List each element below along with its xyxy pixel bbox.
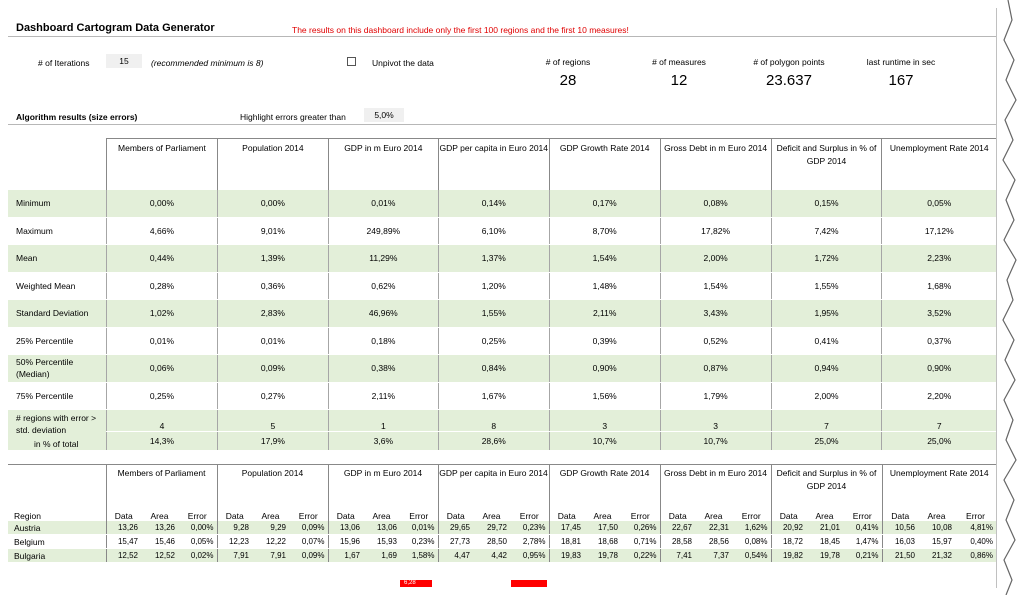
detail-measure-header: Population 2014 — [217, 465, 328, 508]
stat-cell: 0,09% — [217, 355, 328, 383]
warning-message: The results on this dashboard include only the first 100 regions and the first 10 measures! — [292, 25, 629, 35]
stat-cell: 0,36% — [217, 272, 328, 300]
data-cell: 1,67 — [328, 549, 363, 563]
stat-cell: 1,55% — [771, 272, 882, 300]
error-cell: 0,02% — [178, 549, 217, 563]
data-cell: 16,03 — [882, 535, 918, 549]
data-subheader: Data — [882, 507, 918, 521]
data-cell: 29,65 — [438, 521, 473, 535]
error-pct-cell: 10,7% — [660, 432, 771, 451]
stat-label: Standard Deviation — [8, 300, 107, 328]
stat-cell: 0,01% — [328, 190, 438, 217]
kpi-runtime-label: last runtime in sec — [866, 57, 936, 67]
area-cell: 10,08 — [918, 521, 955, 535]
area-cell: 18,68 — [584, 535, 621, 549]
area-cell: 4,42 — [473, 549, 510, 563]
error-pct-cell: 17,9% — [217, 432, 328, 451]
area-cell: 19,78 — [584, 549, 621, 563]
error-cell: 0,09% — [289, 549, 328, 563]
stat-cell: 1,79% — [660, 382, 771, 410]
data-subheader: Data — [217, 507, 252, 521]
error-subheader: Error — [298, 511, 318, 521]
error-count-cell: 1 — [328, 410, 438, 432]
iterations-label: # of Iterations — [38, 58, 90, 68]
error-cell: 0,09% — [289, 521, 328, 535]
error-cell: 0,21% — [843, 549, 882, 563]
stat-cell: 0,87% — [660, 355, 771, 383]
measure-header: GDP in m Euro 2014 — [328, 139, 438, 191]
iterations-input[interactable]: 15 — [106, 54, 142, 68]
area-cell: 18,45 — [806, 535, 843, 549]
error-pct-label: in % of total — [34, 439, 79, 449]
stat-cell: 2,11% — [549, 300, 660, 328]
area-cell: 22,31 — [695, 521, 732, 535]
stat-cell: 2,00% — [660, 245, 771, 273]
area-cell: 15,93 — [363, 535, 400, 549]
data-cell: 19,82 — [771, 549, 806, 563]
table-row — [8, 549, 996, 563]
stat-cell: 0,00% — [107, 190, 218, 217]
data-subheader: Data — [660, 507, 695, 521]
detail-measure-header: Unemployment Rate 2014 — [882, 465, 996, 508]
error-cell: 4,81% — [955, 521, 996, 535]
area-cell: 21,01 — [806, 521, 843, 535]
stat-cell: 0,00% — [217, 190, 328, 217]
area-subheader: Area — [927, 511, 946, 521]
stat-label: Minimum — [8, 190, 107, 217]
stat-cell: 1,54% — [660, 272, 771, 300]
stat-cell: 3,43% — [660, 300, 771, 328]
highlight-label: Highlight errors greater than — [240, 112, 346, 122]
stat-cell: 0,28% — [107, 272, 218, 300]
stat-cell: 1,56% — [549, 382, 660, 410]
stat-cell: 0,15% — [771, 190, 882, 217]
stat-cell: 11,29% — [328, 245, 438, 273]
area-cell: 12,52 — [141, 549, 178, 563]
kpi-runtime-value: 167 — [888, 72, 914, 89]
region-detail-table — [8, 464, 996, 563]
data-cell: 19,83 — [549, 549, 584, 563]
area-cell: 29,72 — [473, 521, 510, 535]
stat-label: Mean — [8, 245, 107, 273]
stat-cell: 1,72% — [771, 245, 882, 273]
stat-cell: 0,90% — [882, 355, 996, 383]
stat-cell: 1,67% — [438, 382, 549, 410]
error-pct-cell: 14,3% — [107, 432, 218, 451]
error-highlight — [511, 580, 547, 587]
stat-cell: 0,27% — [217, 382, 328, 410]
stat-cell: 0,25% — [107, 382, 218, 410]
error-subheader: Error — [852, 511, 872, 521]
stat-cell: 0,44% — [107, 245, 218, 273]
stat-cell: 0,01% — [217, 327, 328, 355]
error-subheader: Error — [966, 511, 985, 521]
stat-cell: 0,18% — [328, 327, 438, 355]
error-pct-cell: 25,0% — [882, 432, 996, 451]
kpi-polygon-value: 23.637 — [766, 72, 812, 89]
measure-header: GDP per capita in Euro 2014 — [438, 139, 549, 191]
area-cell: 12,22 — [252, 535, 289, 549]
area-cell: 7,37 — [695, 549, 732, 563]
stat-row-minimum — [8, 190, 996, 217]
error-pct-row — [8, 432, 996, 451]
data-cell: 12,23 — [217, 535, 252, 549]
data-cell: 28,58 — [660, 535, 695, 549]
stat-cell: 0,14% — [438, 190, 549, 217]
kpi-regions-value: 28 — [559, 72, 577, 89]
table-row — [8, 535, 996, 549]
data-cell: 13,26 — [106, 521, 141, 535]
error-subheader: Error — [630, 511, 650, 521]
data-subheader: Data — [549, 507, 584, 521]
error-subheader: Error — [409, 511, 429, 521]
error-cell: 0,23% — [400, 535, 438, 549]
data-subheader: Data — [771, 507, 806, 521]
stat-cell: 0,39% — [549, 327, 660, 355]
error-count-text: # regions with error > std. deviation — [16, 413, 97, 435]
region-name: Belgium — [8, 535, 106, 549]
error-subheader: Error — [187, 511, 207, 521]
error-cell: 0,05% — [178, 535, 217, 549]
error-cell: 0,40% — [955, 535, 996, 549]
data-cell: 22,67 — [660, 521, 695, 535]
region-name: Austria — [8, 521, 106, 535]
error-cell: 0,71% — [621, 535, 660, 549]
stat-cell: 1,02% — [107, 300, 218, 328]
stat-row-p25 — [8, 327, 996, 355]
measure-header: Members of Parliament — [107, 139, 218, 191]
stat-label: 75% Percentile — [8, 382, 107, 410]
stat-cell: 0,37% — [882, 327, 996, 355]
stat-cell: 0,05% — [882, 190, 996, 217]
detail-subheader-row — [8, 507, 996, 521]
stat-cell: 2,00% — [771, 382, 882, 410]
error-count-cell: 8 — [438, 410, 549, 432]
error-pct-cell: 25,0% — [771, 432, 882, 451]
stat-cell: 2,23% — [882, 245, 996, 273]
stat-cell: 1,54% — [549, 245, 660, 273]
error-cell: 0,07% — [289, 535, 328, 549]
detail-measure-header: GDP in m Euro 2014 — [328, 465, 438, 508]
data-subheader: Data — [328, 507, 363, 521]
data-cell: 15,96 — [328, 535, 363, 549]
error-count-cell: 5 — [217, 410, 328, 432]
kpi-regions-label: # of regions — [545, 57, 591, 67]
page-title: Dashboard Cartogram Data Generator — [16, 22, 215, 34]
measure-header: GDP Growth Rate 2014 — [549, 139, 660, 191]
measure-header: Population 2014 — [217, 139, 328, 191]
error-cell: 0,54% — [732, 549, 771, 563]
stat-cell: 1,95% — [771, 300, 882, 328]
iterations-hint: (recommended minimum is 8) — [151, 58, 264, 68]
error-cell: 0,23% — [510, 521, 549, 535]
data-cell: 7,41 — [660, 549, 695, 563]
stat-cell: 0,17% — [549, 190, 660, 217]
stat-cell: 17,12% — [882, 217, 996, 245]
area-cell: 13,06 — [363, 521, 400, 535]
error-pct-cell: 3,6% — [328, 432, 438, 451]
stat-row-p75 — [8, 382, 996, 410]
area-subheader: Area — [593, 511, 612, 521]
unpivot-label: Unpivot the data — [372, 58, 434, 68]
area-subheader: Area — [261, 511, 280, 521]
detail-measure-header: GDP per capita in Euro 2014 — [438, 465, 549, 508]
stat-cell: 6,10% — [438, 217, 549, 245]
detail-measure-header: Deficit and Surplus in % of GDP 2014 — [771, 465, 882, 508]
data-cell: 4,47 — [438, 549, 473, 563]
data-cell: 7,91 — [217, 549, 252, 563]
stat-cell: 249,89% — [328, 217, 438, 245]
torn-edge — [994, 0, 1024, 595]
stat-cell: 0,08% — [660, 190, 771, 217]
data-cell: 18,81 — [549, 535, 584, 549]
area-cell: 9,29 — [252, 521, 289, 535]
stat-cell: 46,96% — [328, 300, 438, 328]
stat-cell: 1,68% — [882, 272, 996, 300]
area-cell: 17,50 — [584, 521, 621, 535]
stat-row-std-dev — [8, 300, 996, 328]
stat-cell: 2,20% — [882, 382, 996, 410]
measure-header: Gross Debt in m Euro 2014 — [660, 139, 771, 191]
stat-cell: 0,94% — [771, 355, 882, 383]
data-subheader: Data — [106, 507, 141, 521]
stat-cell: 1,20% — [438, 272, 549, 300]
error-pct-cell: 10,7% — [549, 432, 660, 451]
area-subheader: Area — [150, 511, 169, 521]
error-count-label — [8, 410, 107, 451]
kpi-measures-label: # of measures — [652, 57, 706, 67]
stat-cell: 1,55% — [438, 300, 549, 328]
stat-cell: 1,39% — [217, 245, 328, 273]
stat-cell: 0,25% — [438, 327, 549, 355]
measure-header: Unemployment Rate 2014 — [882, 139, 996, 191]
stat-cell: 1,48% — [549, 272, 660, 300]
data-cell: 15,47 — [106, 535, 141, 549]
error-pct-cell: 28,6% — [438, 432, 549, 451]
stat-cell: 0,38% — [328, 355, 438, 383]
stat-cell: 9,01% — [217, 217, 328, 245]
error-count-row — [8, 410, 996, 432]
stat-label: Weighted Mean — [8, 272, 107, 300]
data-cell: 9,28 — [217, 521, 252, 535]
data-cell: 17,45 — [549, 521, 584, 535]
detail-corner — [8, 465, 106, 508]
error-count-cell: 4 — [107, 410, 218, 432]
area-subheader: Area — [372, 511, 391, 521]
error-cell: 0,86% — [955, 549, 996, 563]
section-title: Algorithm results (size errors) — [16, 112, 138, 122]
stat-label: 25% Percentile — [8, 327, 107, 355]
area-cell: 13,26 — [141, 521, 178, 535]
detail-measure-header: Gross Debt in m Euro 2014 — [660, 465, 771, 508]
detail-measure-header: GDP Growth Rate 2014 — [549, 465, 660, 508]
error-highlight — [400, 580, 432, 587]
measure-header: Deficit and Surplus in % of GDP 2014 — [771, 139, 882, 191]
area-cell: 15,97 — [918, 535, 955, 549]
area-subheader: Area — [482, 511, 501, 521]
error-cell: 0,08% — [732, 535, 771, 549]
detail-body — [8, 521, 996, 563]
stat-cell: 3,52% — [882, 300, 996, 328]
area-cell: 28,50 — [473, 535, 510, 549]
highlight-threshold-input[interactable]: 5,0% — [364, 108, 404, 122]
area-cell: 19,78 — [806, 549, 843, 563]
area-subheader: Area — [815, 511, 834, 521]
stat-cell: 0,41% — [771, 327, 882, 355]
summary-table — [8, 138, 996, 451]
error-cell: 2,78% — [510, 535, 549, 549]
stat-label: 50% Percentile (Median) — [8, 355, 107, 383]
stat-row-maximum — [8, 217, 996, 245]
error-cell: 1,62% — [732, 521, 771, 535]
error-cell: 0,01% — [400, 521, 438, 535]
area-subheader: Area — [704, 511, 723, 521]
stat-cell: 0,52% — [660, 327, 771, 355]
unpivot-checkbox[interactable] — [347, 57, 356, 66]
stat-cell: 17,82% — [660, 217, 771, 245]
worksheet — [8, 8, 997, 588]
error-cell: 0,22% — [621, 549, 660, 563]
stat-cell: 0,06% — [107, 355, 218, 383]
data-cell: 12,52 — [106, 549, 141, 563]
area-cell: 1,69 — [363, 549, 400, 563]
area-cell: 15,46 — [141, 535, 178, 549]
area-cell: 21,32 — [918, 549, 955, 563]
stat-label: Maximum — [8, 217, 107, 245]
section-divider — [8, 124, 996, 125]
region-column-header: Region — [14, 511, 41, 521]
data-cell: 20,92 — [771, 521, 806, 535]
data-cell: 10,56 — [882, 521, 918, 535]
stat-cell: 2,11% — [328, 382, 438, 410]
error-subheader: Error — [519, 511, 539, 521]
error-subheader: Error — [741, 511, 761, 521]
data-cell: 27,73 — [438, 535, 473, 549]
detail-measure-header: Members of Parliament — [106, 465, 217, 508]
region-name: Bulgaria — [8, 549, 106, 563]
stat-cell: 0,84% — [438, 355, 549, 383]
stat-row-weighted-mean — [8, 272, 996, 300]
area-cell: 7,91 — [252, 549, 289, 563]
data-cell: 13,06 — [328, 521, 363, 535]
error-cell: 0,41% — [843, 521, 882, 535]
error-cell: 0,26% — [621, 521, 660, 535]
stat-cell: 8,70% — [549, 217, 660, 245]
error-count-cell: 7 — [882, 410, 996, 432]
partial-error-value: 6,28 — [404, 580, 416, 586]
error-cell: 0,00% — [178, 521, 217, 535]
stat-cell: 4,66% — [107, 217, 218, 245]
title-bar — [8, 8, 996, 37]
error-count-cell: 7 — [771, 410, 882, 432]
stat-cell: 2,83% — [217, 300, 328, 328]
stat-row-mean — [8, 245, 996, 273]
stat-cell: 0,90% — [549, 355, 660, 383]
error-cell: 1,47% — [843, 535, 882, 549]
stat-cell: 0,62% — [328, 272, 438, 300]
data-subheader: Data — [438, 507, 473, 521]
error-count-cell: 3 — [549, 410, 660, 432]
kpi-polygon-label: # of polygon points — [753, 57, 825, 67]
error-count-cell: 3 — [660, 410, 771, 432]
stat-cell: 7,42% — [771, 217, 882, 245]
stat-cell: 1,37% — [438, 245, 549, 273]
summary-corner — [8, 139, 107, 191]
data-cell: 18,72 — [771, 535, 806, 549]
stat-cell: 0,01% — [107, 327, 218, 355]
error-cell: 1,58% — [400, 549, 438, 563]
table-row — [8, 521, 996, 535]
area-cell: 28,56 — [695, 535, 732, 549]
data-cell: 21,50 — [882, 549, 918, 563]
stat-row-median — [8, 355, 996, 383]
kpi-measures-value: 12 — [670, 72, 688, 89]
error-cell: 0,95% — [510, 549, 549, 563]
